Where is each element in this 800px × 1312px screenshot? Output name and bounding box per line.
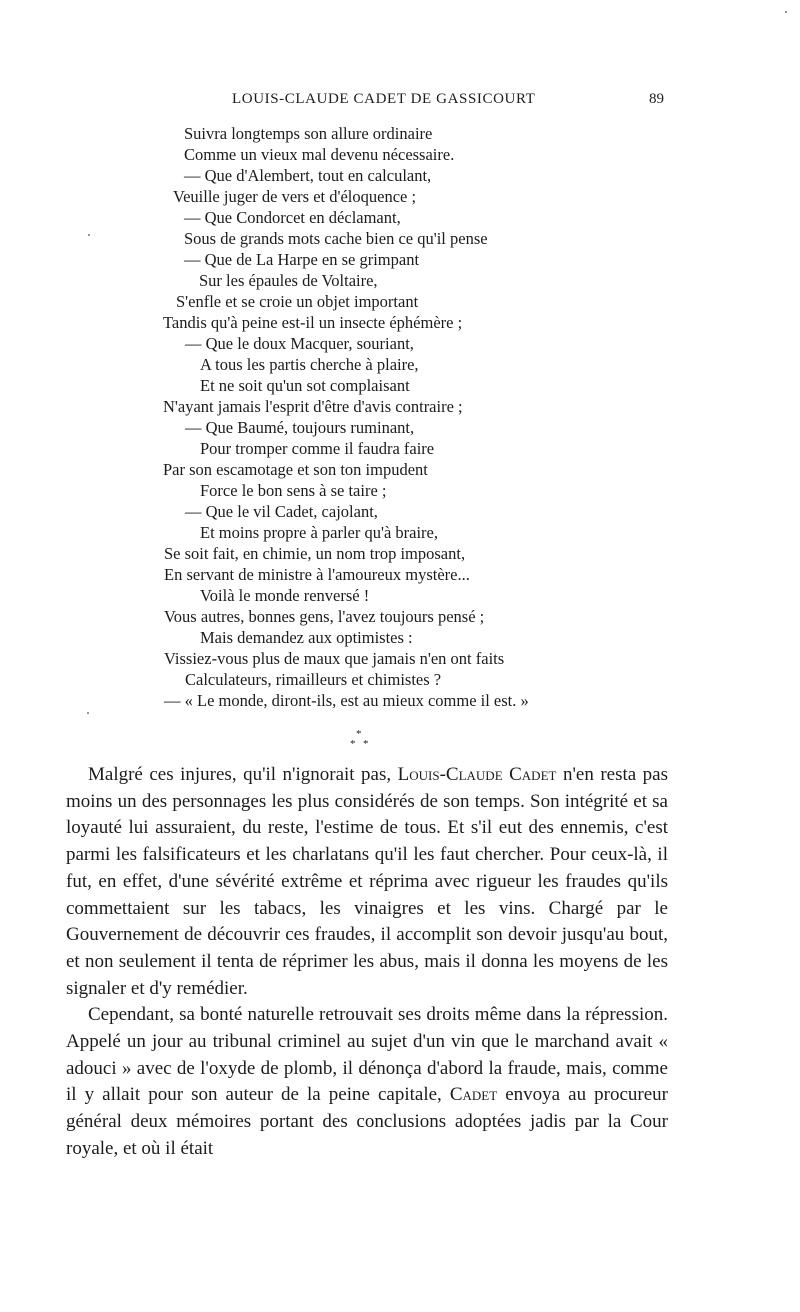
poem-line: Vous autres, bonnes gens, l'avez toujours pensé ; — [164, 607, 485, 626]
poem-line: Et moins propre à parler qu'à braire, — [200, 523, 439, 542]
paper-speck — [785, 11, 787, 13]
poem-line: Tandis qu'à peine est-il un insecte éphémère ; — [163, 313, 463, 332]
poem-line: — Que de La Harpe en se grimpant — [184, 250, 420, 269]
poem-line: — Que d'Alembert, tout en calculant, — [184, 166, 432, 185]
paragraph-1: Malgré ces injures, qu'il n'ignorait pas, Louis-Claude Cadet n'en resta pas moins un des personnages les plus considérés de son temps. Son intégrité et sa loyauté lui assuraient, du reste, l'estime de tous. Et s'il eut des ennemis, c'est parmi les falsificateurs et les charlatans qu'il les faut chercher. Pour ceux-là, il fut, en effet, d'une sévérité extrême et réprima avec rigueur les fraudes qu'ils commettaient sur les tabacs, les vinaigres et les vins. Chargé par le Gouvernement de découvrir ces fraudes, il accomplit son devoir jusqu'au bout, et non seulement il tenta de réprimer les abus, mais il donna les moyens de les signaler et d'y remédier. — [66, 764, 668, 999]
poem-line: Veuille juger de vers et d'éloquence ; — [173, 187, 417, 206]
person-name: Cadet — [449, 1084, 498, 1106]
paper-speck — [87, 712, 89, 714]
prose-text — [66, 762, 668, 1163]
poem-line: — Que Baumé, toujours ruminant, — [185, 418, 415, 437]
poem-line: Force le bon sens à se taire ; — [200, 481, 387, 500]
poem-line: — Que Condorcet en déclamant, — [184, 208, 401, 227]
person-name: Louis-Claude Cadet — [397, 764, 557, 785]
asterism-star: * — [356, 728, 362, 740]
poem-line: — « Le monde, diront-ils, est au mieux comme il est. » — [164, 691, 529, 710]
poem-line: Voilà le monde renversé ! — [200, 586, 370, 605]
poem-line: Sous de grands mots cache bien ce qu'il pense — [184, 229, 488, 248]
poem-line: Sur les épaules de Voltaire, — [199, 271, 378, 290]
poem-line: Et ne soit qu'un sot complaisant — [200, 376, 410, 395]
poem-line: Comme un vieux mal devenu nécessaire. — [184, 145, 455, 164]
poem-line: — Que le vil Cadet, cajolant, — [185, 502, 378, 521]
running-title: LOUIS-CLAUDE CADET DE GASSICOURT — [232, 91, 536, 107]
poem-line: Calculateurs, rimailleurs et chimistes ? — [185, 670, 442, 689]
asterism-star: * — [363, 738, 369, 750]
paper-speck — [88, 234, 90, 236]
asterism-star: * — [350, 738, 356, 750]
paragraph-2: Cependant, sa bonté naturelle retrouvait ses droits même dans la répression. Appelé un jour au tribunal criminel au sujet d'un vin que le marchand avait « adouci » avec de l'oxyde de plomb, il dénonça d'abord la fraude, mais, comme il y allait pour son auteur de la peine capitale, Cadet envoya au procureur général deux mémoires portant des conclusions adoptées jadis par la Cour royale, et où il était — [66, 1004, 669, 1159]
poem-line: Se soit fait, en chimie, un nom trop imposant, — [164, 544, 466, 563]
poem-line: Suivra longtemps son allure ordinaire — [184, 124, 433, 143]
poem-line: Mais demandez aux optimistes : — [200, 628, 413, 647]
poem-line: Par son escamotage et son ton impudent — [163, 460, 428, 479]
poem-line: Vissiez-vous plus de maux que jamais n'en ont faits — [164, 649, 505, 668]
poem-line: Pour tromper comme il faudra faire — [200, 439, 435, 458]
asterism-separator — [340, 728, 380, 754]
poem-line: A tous les partis cherche à plaire, — [200, 355, 419, 374]
poem-line: En servant de ministre à l'amoureux mystère... — [164, 565, 470, 584]
page-number: 89 — [649, 91, 664, 107]
page-header — [0, 91, 800, 115]
poem-line: S'enfle et se croie un objet important — [176, 292, 419, 311]
poem-line: N'ayant jamais l'esprit d'être d'avis contraire ; — [163, 397, 463, 416]
poem-line: — Que le doux Macquer, souriant, — [185, 334, 414, 353]
